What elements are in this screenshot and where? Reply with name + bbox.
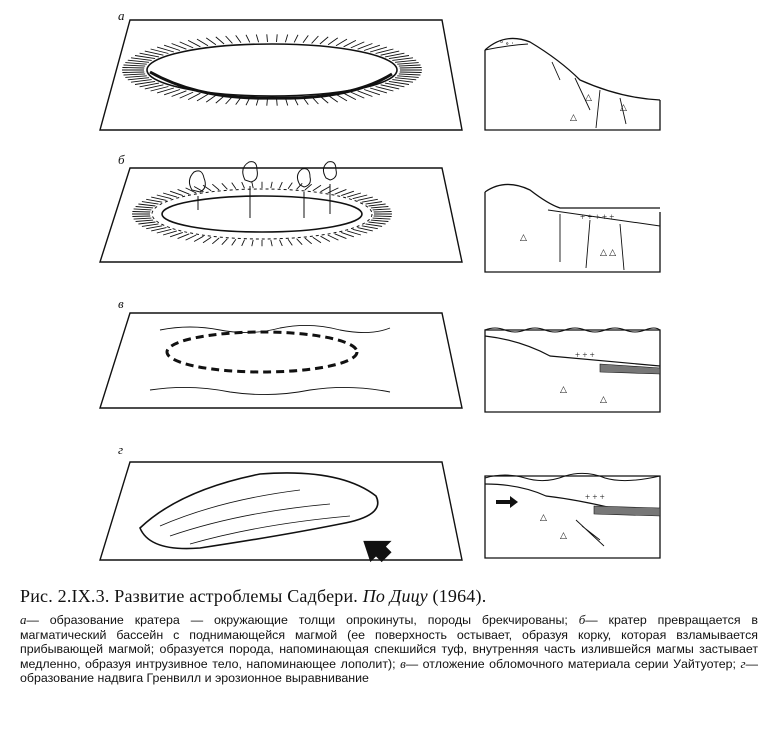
hachure-line — [374, 216, 392, 217]
svg-text:+ + + + +: + + + + + — [580, 212, 615, 222]
svg-text:△ △: △ △ — [600, 247, 617, 257]
svg-text:△: △ — [570, 112, 577, 122]
hachure-line — [122, 68, 144, 69]
panel-d-cross-section — [485, 473, 660, 558]
caption-item-letter-v: в — [400, 655, 406, 671]
svg-text:△: △ — [560, 384, 567, 394]
svg-text:° ∘ ·: ° ∘ · — [500, 39, 514, 48]
panel-c-cross-section — [485, 328, 660, 412]
caption-title — [20, 586, 760, 607]
figure-year: (1964). — [432, 586, 487, 606]
caption-item-letter-g: г — [740, 655, 746, 671]
panel-b-cross-section — [485, 184, 660, 272]
caption-item-letter-b: б — [578, 612, 586, 627]
panel-letter-b: б — [118, 152, 125, 167]
figure-label: Рис. 2.IX.3. — [20, 586, 110, 606]
hachure-line — [374, 212, 392, 213]
svg-text:△: △ — [620, 102, 627, 112]
caption-item-text-v: — отложение обломочного материала серии Уайтуотер; — [405, 656, 737, 671]
panel-b-block-diagram — [100, 162, 462, 262]
svg-text:△: △ — [585, 92, 592, 102]
panel-a-block-diagram — [100, 20, 462, 130]
svg-text:△: △ — [600, 394, 607, 404]
panel-letter-a: а — [118, 8, 125, 23]
panel-letter-g: г — [118, 442, 124, 457]
figure-title: Развитие астроблемы Садбери. — [114, 586, 358, 606]
hachure-line — [132, 212, 150, 213]
hachure-line — [400, 68, 422, 69]
caption-item-text-g: — образование надвига Гренвилл и эрозионное выравнивание — [20, 656, 759, 686]
caption-body — [20, 613, 758, 686]
panel-c-block-diagram — [100, 313, 462, 408]
hachure-line — [400, 72, 422, 73]
hachure-line — [132, 216, 150, 217]
svg-text:△: △ — [540, 512, 547, 522]
caption-item-letter-a: а — [20, 612, 27, 627]
figure-source: По Дицу — [362, 586, 428, 606]
caption-item-text-a: — образование кратера — окружающие толщи опрокинуты, породы брекчированы; — [26, 613, 568, 627]
panel-a-cross-section — [485, 38, 660, 130]
panel-letter-v: в — [118, 296, 124, 311]
panel-d-block-diagram — [100, 462, 462, 568]
svg-text:△: △ — [520, 232, 527, 242]
hachure-line — [122, 72, 144, 73]
caption-item-text-b: — кратер превращается в магматический бассейн с поднимающейся магмой (ее поверхность остывает, образуя корку, которая взламывается прибывающей магмой; образуется порода, напоминающая спекшийся туф, внутренняя часть излившейся магмы застывает медленно, образуя интрузивное тело, напоминающее лополит); — [20, 613, 758, 671]
svg-text:△: △ — [560, 530, 567, 540]
svg-text:+ + +: + + + — [585, 492, 605, 502]
svg-text:+ + +: + + + — [575, 350, 595, 360]
